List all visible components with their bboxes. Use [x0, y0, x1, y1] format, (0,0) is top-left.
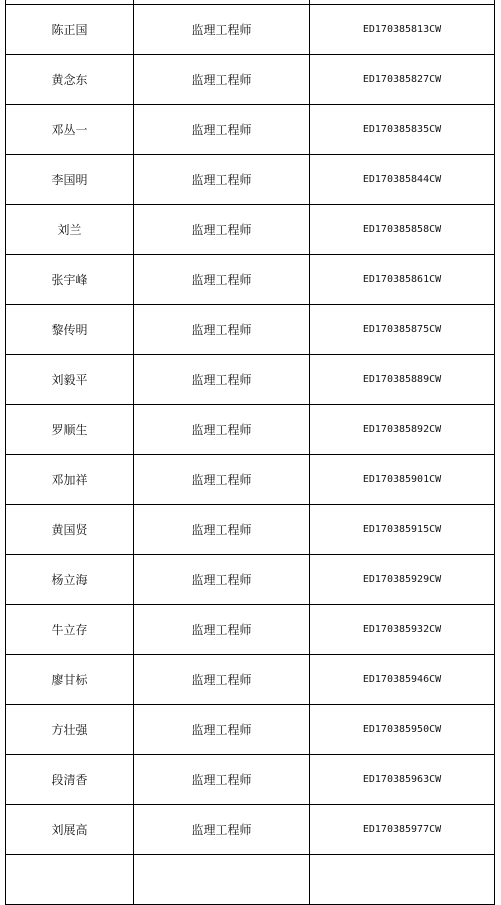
certificate-cell [310, 855, 495, 905]
certificate-cell: ED170385861CW [310, 255, 495, 305]
name-cell: 罗顺生 [6, 405, 134, 455]
table-row [6, 605, 495, 655]
title-cell: 监理工程师 [134, 555, 310, 605]
table-row [6, 205, 495, 255]
name-cell: 黎传明 [6, 305, 134, 355]
certificate-cell: ED170385835CW [310, 105, 495, 155]
title-cell: 监理工程师 [134, 655, 310, 705]
roster-body [6, 0, 495, 905]
certificate-cell: ED170385901CW [310, 455, 495, 505]
table-row [6, 305, 495, 355]
name-cell [6, 855, 134, 905]
title-cell: 监理工程师 [134, 255, 310, 305]
name-cell: 段清香 [6, 755, 134, 805]
table-row [6, 805, 495, 855]
certificate-cell: ED170385889CW [310, 355, 495, 405]
table-row [6, 555, 495, 605]
certificate-cell: ED170385875CW [310, 305, 495, 355]
certificate-cell: ED170385950CW [310, 705, 495, 755]
title-cell: 监理工程师 [134, 55, 310, 105]
table-row [6, 155, 495, 205]
name-cell: 邓丛一 [6, 105, 134, 155]
title-cell [134, 855, 310, 905]
certificate-cell: ED170385932CW [310, 605, 495, 655]
certificate-cell: ED170385929CW [310, 555, 495, 605]
table-row [6, 105, 495, 155]
title-cell: 监理工程师 [134, 705, 310, 755]
table-row [6, 855, 495, 905]
name-cell: 牛立存 [6, 605, 134, 655]
table-row [6, 505, 495, 555]
title-cell: 监理工程师 [134, 105, 310, 155]
certificate-cell: ED170385813CW [310, 5, 495, 55]
name-cell: 黄国贤 [6, 505, 134, 555]
table-row [6, 455, 495, 505]
certificate-cell: ED170385892CW [310, 405, 495, 455]
table-row [6, 255, 495, 305]
name-cell: 陈正国 [6, 5, 134, 55]
name-cell: 邓加祥 [6, 455, 134, 505]
name-cell: 张宇峰 [6, 255, 134, 305]
name-cell: 刘毅平 [6, 355, 134, 405]
certificate-cell: ED170385844CW [310, 155, 495, 205]
table-row [6, 355, 495, 405]
table-row [6, 705, 495, 755]
certificate-cell: ED170385963CW [310, 755, 495, 805]
certificate-cell: ED170385827CW [310, 55, 495, 105]
title-cell: 监理工程师 [134, 355, 310, 405]
name-cell: 方壮强 [6, 705, 134, 755]
table-row [6, 755, 495, 805]
title-cell: 监理工程师 [134, 505, 310, 555]
title-cell: 监理工程师 [134, 405, 310, 455]
name-cell: 李国明 [6, 155, 134, 205]
table-row [6, 405, 495, 455]
title-cell: 监理工程师 [134, 305, 310, 355]
title-cell: 监理工程师 [134, 605, 310, 655]
title-cell: 监理工程师 [134, 155, 310, 205]
table-row [6, 655, 495, 705]
title-cell: 监理工程师 [134, 205, 310, 255]
certificate-cell: ED170385915CW [310, 505, 495, 555]
certificate-cell: ED170385858CW [310, 205, 495, 255]
certificate-cell: ED170385946CW [310, 655, 495, 705]
name-cell: 杨立海 [6, 555, 134, 605]
title-cell: 监理工程师 [134, 805, 310, 855]
title-cell: 监理工程师 [134, 5, 310, 55]
roster-sheet [5, 0, 495, 905]
title-cell: 监理工程师 [134, 755, 310, 805]
title-cell: 监理工程师 [134, 455, 310, 505]
name-cell: 廖甘标 [6, 655, 134, 705]
table-row [6, 5, 495, 55]
name-cell: 刘展高 [6, 805, 134, 855]
name-cell: 刘兰 [6, 205, 134, 255]
engineer-roster-table [5, 0, 495, 905]
table-row [6, 55, 495, 105]
name-cell: 黄念东 [6, 55, 134, 105]
certificate-cell: ED170385977CW [310, 805, 495, 855]
